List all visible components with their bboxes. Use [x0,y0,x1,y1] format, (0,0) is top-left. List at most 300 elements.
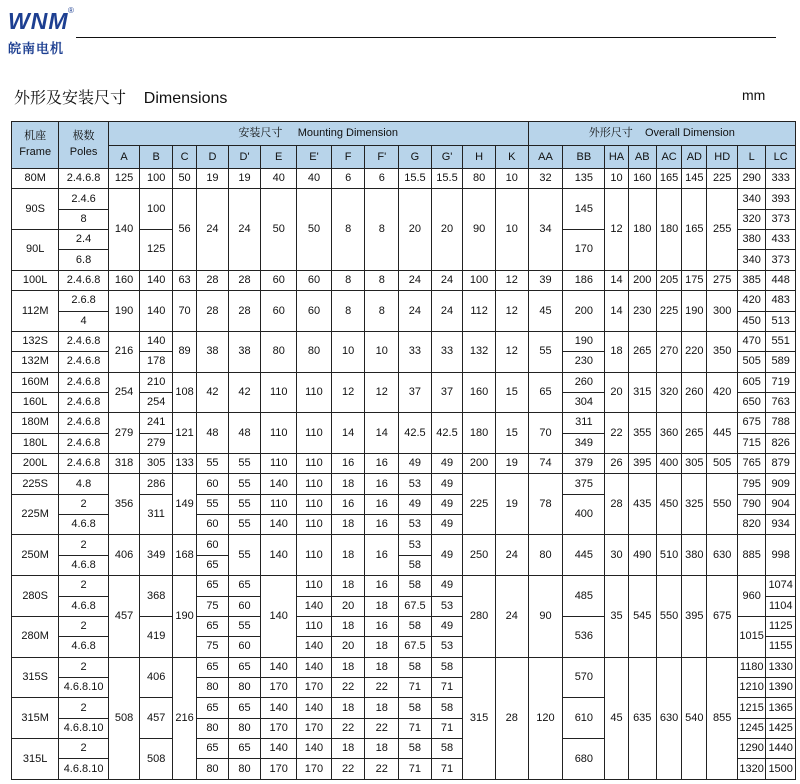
table-cell: 190 [563,331,605,351]
table-cell: 140 [261,535,297,576]
table-cell: 49 [431,616,463,636]
table-cell: 140 [108,189,140,270]
table-cell: 140 [261,474,297,494]
table-cell: 55 [228,616,261,636]
column-header: BB [563,146,605,169]
table-cell: 826 [766,433,796,453]
table-cell: 180 [656,189,681,270]
table-cell: 225 [707,169,738,189]
table-cell: 230 [628,291,656,332]
table-cell: 8 [331,270,365,290]
table-cell: 1500 [766,759,796,780]
table-cell: 140 [261,698,297,718]
table-cell: 110 [261,494,297,514]
table-cell: 28 [228,270,261,290]
mounting-dimension-header: 安装尺寸 Mounting Dimension [108,122,528,146]
table-cell: 550 [656,576,681,657]
table-cell: 50 [297,189,332,270]
table-cell: 1180 [737,657,765,677]
table-cell: 180M [12,413,59,433]
table-cell: 270 [656,331,681,372]
table-cell: 140 [261,515,297,535]
table-cell: 110 [297,413,332,454]
table-cell: 45 [605,657,628,779]
table-cell: 12 [605,189,628,270]
table-cell: 18 [605,331,628,372]
table-cell: 175 [682,270,707,290]
table-cell: 42.5 [431,413,463,454]
table-cell: 75 [197,596,229,616]
table-cell: 2.4 [59,230,108,250]
table-cell: 28 [197,291,229,332]
table-cell: 110 [297,494,332,514]
table-cell: 20 [431,189,463,270]
table-cell: 4.6.8.10 [59,677,108,697]
table-cell: 58 [431,698,463,718]
table-cell: 186 [563,270,605,290]
table-cell: 380 [682,535,707,576]
table-cell: 8 [331,189,365,270]
table-cell: 65 [197,576,229,596]
table-cell: 110 [261,413,297,454]
table-cell: 20 [605,372,628,413]
table-cell: 89 [172,331,196,372]
table-cell: 15 [495,372,528,413]
table-cell: 100 [463,270,496,290]
table-cell: 18 [365,739,399,759]
table-cell: 393 [766,189,796,209]
table-cell: 24 [431,270,463,290]
table-cell: 356 [108,474,140,535]
table-cell: 260 [563,372,605,392]
table-cell: 28 [605,474,628,535]
column-header: AC [656,146,681,169]
table-cell: 311 [563,413,605,433]
table-cell: 65 [228,657,261,677]
table-cell: 280 [463,576,496,657]
table-cell: 60 [197,474,229,494]
table-row [12,169,796,189]
table-cell: 140 [297,637,332,657]
table-cell: 254 [108,372,140,413]
unit-label: mm [742,87,766,103]
table-cell: 53 [399,535,432,555]
table-cell: 570 [563,657,605,698]
table-cell: 508 [108,657,140,779]
table-cell: 216 [108,331,140,372]
table-cell: 15.5 [431,169,463,189]
table-cell: 6 [365,169,399,189]
table-cell: 80 [197,718,229,738]
table-cell: 16 [365,576,399,596]
table-cell: 58 [399,576,432,596]
column-header: H [463,146,496,169]
table-cell: 6 [331,169,365,189]
table-row [12,372,796,392]
table-cell: 55 [228,474,261,494]
table-cell: 4.6.8 [59,515,108,535]
table-cell: 1104 [766,596,796,616]
table-cell: 33 [399,331,432,372]
table-cell: 16 [365,494,399,514]
table-cell: 53 [431,596,463,616]
table-cell: 355 [628,413,656,454]
table-cell: 30 [605,535,628,576]
table-cell: 2.4.6.8 [59,169,108,189]
table-cell: 16 [365,515,399,535]
table-cell: 885 [737,535,765,576]
table-row [12,270,796,290]
table-cell: 360 [656,413,681,454]
table-cell: 74 [528,454,563,474]
table-cell: 18 [331,535,365,576]
table-cell: 400 [563,494,605,535]
table-cell: 190 [682,291,707,332]
table-cell: 4.8 [59,474,108,494]
table-cell: 1215 [737,698,765,718]
table-cell: 349 [563,433,605,453]
table-cell: 140 [261,657,297,677]
frame-header: 机座 Frame [12,122,59,169]
table-cell: 67.5 [399,637,432,657]
table-cell: 112M [12,291,59,332]
table-cell: 457 [108,576,140,657]
header-row-group [12,122,796,146]
table-cell: 250 [463,535,496,576]
table-cell: 100 [140,189,173,230]
column-header: L [737,146,765,169]
table-cell: 140 [140,331,173,351]
table-cell: 340 [737,250,765,270]
table-cell: 10 [495,169,528,189]
table-cell: 333 [766,169,796,189]
table-cell: 260 [682,372,707,413]
table-cell: 110 [297,474,332,494]
table-cell: 675 [707,576,738,657]
table-cell: 1290 [737,739,765,759]
table-cell: 110 [261,454,297,474]
table-cell: 20 [331,637,365,657]
overall-dimension-header: 外形尺寸 Overall Dimension [528,122,795,146]
table-cell: 18 [365,698,399,718]
table-cell: 22 [605,413,628,454]
table-cell: 433 [766,230,796,250]
table-cell: 140 [297,657,332,677]
table-cell: 350 [707,331,738,372]
table-cell: 960 [737,576,765,617]
table-cell: 49 [431,535,463,576]
table-cell: 40 [297,169,332,189]
table-cell: 100 [140,169,173,189]
table-cell: 1440 [766,739,796,759]
table-cell: 340 [737,189,765,209]
table-cell: 140 [297,596,332,616]
column-header: AD [682,146,707,169]
table-cell: 80 [197,677,229,697]
table-cell: 315 [463,657,496,779]
column-header: HA [605,146,628,169]
registered-mark: ® [68,6,74,15]
table-cell: 18 [331,657,365,677]
table-cell: 320 [656,372,681,413]
table-cell: 2 [59,657,108,677]
table-cell: 18 [331,616,365,636]
table-cell: 80 [261,331,297,372]
table-cell: 71 [399,759,432,780]
table-row [12,331,796,351]
table-cell: 380 [737,230,765,250]
table-cell: 300 [707,291,738,332]
table-cell: 28 [495,657,528,779]
table-cell: 160 [463,372,496,413]
table-cell: 373 [766,209,796,229]
table-cell: 180L [12,433,59,453]
table-cell: 508 [140,739,173,780]
table-cell: 178 [140,352,173,372]
table-cell: 445 [707,413,738,454]
table-cell: 8 [59,209,108,229]
table-cell: 65 [197,616,229,636]
table-cell: 24 [228,189,261,270]
table-cell: 165 [682,189,707,270]
table-cell: 325 [682,474,707,535]
table-cell: 80 [228,759,261,780]
table-cell: 37 [399,372,432,413]
table-cell: 34 [528,189,563,270]
table-cell: 24 [495,576,528,657]
table-cell: 490 [628,535,656,576]
column-header: C [172,146,196,169]
table-cell: 2 [59,535,108,555]
table-cell: 80 [463,169,496,189]
table-cell: 24 [431,291,463,332]
table-cell: 1425 [766,718,796,738]
table-cell: 4.6.8 [59,596,108,616]
table-cell: 16 [365,454,399,474]
table-cell: 121 [172,413,196,454]
table-cell: 71 [431,718,463,738]
table-cell: 2.4.6.8 [59,454,108,474]
company-name: 皖南电机 [8,42,65,57]
table-cell: 60 [297,270,332,290]
table-cell: 395 [682,576,707,657]
table-cell: 16 [365,474,399,494]
table-cell: 16 [365,616,399,636]
table-cell: 32 [528,169,563,189]
table-cell: 540 [682,657,707,779]
table-cell: 58 [431,657,463,677]
column-header: LC [766,146,796,169]
table-cell: 419 [140,616,173,657]
table-cell: 60 [261,291,297,332]
table-cell: 170 [297,718,332,738]
table-cell: 165 [656,169,681,189]
table-cell: 55 [228,454,261,474]
column-header: F' [365,146,399,169]
table-cell: 1245 [737,718,765,738]
table-cell: 180 [628,189,656,270]
table-row [12,535,796,555]
table-cell: 90 [528,576,563,657]
table-cell: 879 [766,454,796,474]
table-cell: 22 [331,759,365,780]
table-cell: 375 [563,474,605,494]
table-cell: 536 [563,616,605,657]
table-cell: 280S [12,576,59,617]
table-cell: 112 [463,291,496,332]
table-row [12,189,796,209]
table-cell: 132M [12,352,59,372]
table-cell: 160M [12,372,59,392]
table-cell: 24 [399,270,432,290]
table-cell: 22 [365,759,399,780]
table-cell: 765 [737,454,765,474]
table-cell: 14 [365,413,399,454]
table-cell: 168 [172,535,196,576]
table-cell: 71 [431,759,463,780]
table-cell: 20 [399,189,432,270]
table-cell: 58 [399,657,432,677]
table-cell: 18 [331,474,365,494]
table-cell: 230 [563,352,605,372]
table-cell: 16 [365,535,399,576]
table-cell: 225M [12,494,59,535]
table-cell: 8 [365,291,399,332]
table-cell: 135 [563,169,605,189]
table-cell: 70 [528,413,563,454]
table-cell: 140 [297,698,332,718]
table-cell: 49 [399,454,432,474]
table-cell: 80M [12,169,59,189]
table-cell: 170 [297,759,332,780]
table-cell: 55 [228,535,261,576]
table-cell: 630 [707,535,738,576]
column-header: E [261,146,297,169]
table-cell: 65 [197,657,229,677]
table-cell: 635 [628,657,656,779]
table-cell: 42 [197,372,229,413]
table-cell: 254 [140,392,173,412]
table-cell: 71 [399,677,432,697]
table-cell: 38 [197,331,229,372]
table-cell: 35 [605,576,628,657]
table-cell: 1390 [766,677,796,697]
table-cell: 24 [399,291,432,332]
table-cell: 305 [140,454,173,474]
table-cell: 38 [228,331,261,372]
table-cell: 2.4.6.8 [59,372,108,392]
logo-mark: WNM [8,8,69,34]
column-header: D [197,146,229,169]
table-cell: 934 [766,515,796,535]
dimension-table [11,121,796,780]
table-cell: 1365 [766,698,796,718]
column-header: AB [628,146,656,169]
table-cell: 1074 [766,576,796,596]
table-cell: 16 [331,494,365,514]
table-cell: 795 [737,474,765,494]
column-header: B [140,146,173,169]
table-cell: 49 [431,515,463,535]
column-header: D' [228,146,261,169]
table-cell: 22 [331,677,365,697]
column-header: G [399,146,432,169]
table-cell: 180 [463,413,496,454]
table-cell: 170 [297,677,332,697]
table-cell: 406 [140,657,173,698]
table-cell: 125 [108,169,140,189]
table-cell: 90S [12,189,59,230]
table-cell: 65 [197,739,229,759]
table-cell: 4.6.8.10 [59,718,108,738]
table-cell: 610 [563,698,605,739]
table-cell: 450 [656,474,681,535]
table-cell: 2.4.6.8 [59,413,108,433]
column-header: E' [297,146,332,169]
table-cell: 505 [707,454,738,474]
table-cell: 22 [331,718,365,738]
column-header: A [108,146,140,169]
table-cell: 110 [297,616,332,636]
table-cell: 2 [59,494,108,514]
table-cell: 216 [172,657,196,779]
table-cell: 160 [108,270,140,290]
table-cell: 50 [261,189,297,270]
table-cell: 1155 [766,637,796,657]
table-cell: 18 [365,637,399,657]
table-cell: 205 [656,270,681,290]
table-cell: 28 [197,270,229,290]
table-cell: 22 [365,718,399,738]
table-cell: 53 [431,637,463,657]
table-cell: 53 [399,515,432,535]
table-cell: 42.5 [399,413,432,454]
table-cell: 680 [563,739,605,780]
table-cell: 790 [737,494,765,514]
table-cell: 145 [563,189,605,230]
table-row [12,474,796,494]
table-cell: 14 [331,413,365,454]
table-cell: 304 [563,392,605,412]
table-cell: 19 [228,169,261,189]
poles-header: 极数 Poles [59,122,108,169]
table-cell: 15 [495,413,528,454]
table-cell: 58 [399,555,432,575]
column-header: G' [431,146,463,169]
table-cell: 368 [140,576,173,617]
header-row-columns [12,146,796,169]
table-cell: 49 [431,494,463,514]
table-cell: 318 [108,454,140,474]
table-cell: 1330 [766,657,796,677]
table-cell: 53 [399,474,432,494]
table-cell: 4.6.8 [59,555,108,575]
table-cell: 909 [766,474,796,494]
table-cell: 12 [495,291,528,332]
table-cell: 60 [261,270,297,290]
table-cell: 110 [297,454,332,474]
table-cell: 16 [331,454,365,474]
table-cell: 320 [737,209,765,229]
table-cell: 19 [495,454,528,474]
table-cell: 49 [431,474,463,494]
table-cell: 1015 [737,616,765,657]
table-cell: 133 [172,454,196,474]
table-cell: 4 [59,311,108,331]
table-cell: 225 [463,474,496,535]
table-cell: 373 [766,250,796,270]
table-row [12,576,796,596]
